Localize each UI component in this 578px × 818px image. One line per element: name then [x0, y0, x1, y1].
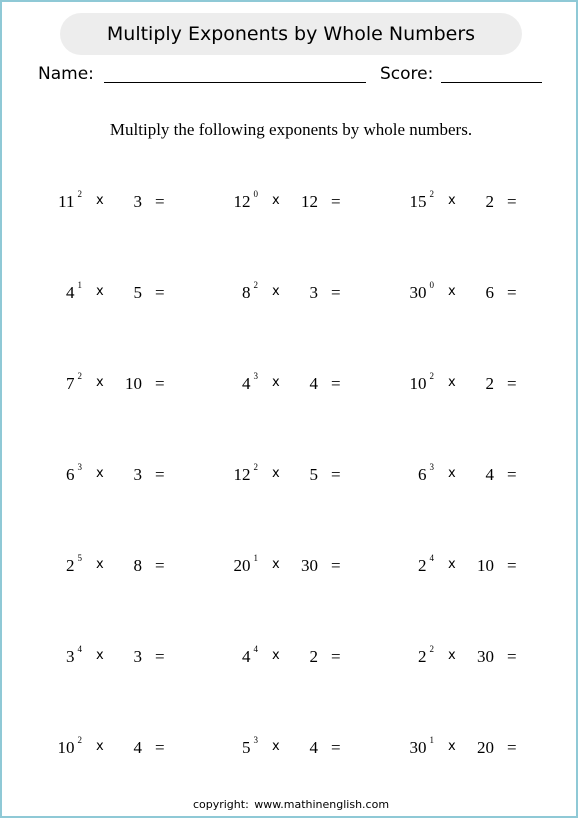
problem-item — [222, 368, 392, 398]
problem-base — [46, 280, 82, 303]
exponent-value: 3 — [253, 371, 258, 382]
multiplier-value: 4 — [309, 738, 318, 757]
problem-base — [398, 189, 434, 212]
multiplier-value: 30 — [477, 647, 494, 666]
times-symbol: x — [272, 739, 280, 754]
problem-base — [46, 462, 82, 485]
equals-symbol: = — [331, 556, 341, 575]
exponent-value: 0 — [429, 280, 434, 291]
problem-base — [222, 280, 258, 303]
problem-item — [398, 186, 568, 216]
base-value: 2 — [66, 556, 75, 575]
equals-symbol: = — [155, 374, 165, 393]
multiplier-value: 5 — [309, 465, 318, 484]
exponent-value: 2 — [253, 280, 258, 291]
score-label: Score: — [380, 64, 434, 84]
equals-symbol: = — [331, 192, 341, 211]
exponent-value: 2 — [77, 189, 82, 200]
problem-base — [222, 735, 258, 758]
exponent-value: 4 — [429, 553, 434, 564]
equals-symbol: = — [155, 738, 165, 757]
problem-base — [222, 644, 258, 667]
equals-symbol: = — [507, 738, 517, 757]
multiplier-value: 2 — [485, 192, 494, 211]
base-value: 3 — [66, 647, 75, 666]
problem-item — [46, 641, 216, 671]
problem-base — [46, 644, 82, 667]
problem-base — [46, 371, 82, 394]
problem-item — [46, 186, 216, 216]
base-value: 4 — [242, 374, 251, 393]
multiplier-value: 12 — [301, 192, 318, 211]
multiplier-value: 20 — [477, 738, 494, 757]
exponent-value: 4 — [77, 644, 82, 655]
base-value: 8 — [242, 283, 251, 302]
base-value: 6 — [418, 465, 427, 484]
base-value: 30 — [409, 283, 427, 302]
times-symbol: x — [96, 284, 104, 299]
problem-grid — [2, 2, 578, 818]
times-symbol: x — [448, 193, 456, 208]
multiplier-value: 5 — [133, 283, 142, 302]
exponent-value: 2 — [77, 735, 82, 746]
times-symbol: x — [448, 739, 456, 754]
base-value: 20 — [233, 556, 251, 575]
problem-base — [46, 189, 82, 212]
multiplier-value: 4 — [133, 738, 142, 757]
times-symbol: x — [448, 466, 456, 481]
times-symbol: x — [96, 466, 104, 481]
exponent-value: 2 — [429, 189, 434, 200]
problem-base — [398, 280, 434, 303]
exponent-value: 3 — [253, 735, 258, 746]
equals-symbol: = — [507, 283, 517, 302]
times-symbol: x — [272, 375, 280, 390]
multiplier-value: 10 — [477, 556, 494, 575]
exponent-value: 2 — [253, 462, 258, 473]
exponent-value: 1 — [253, 553, 258, 564]
times-symbol: x — [96, 193, 104, 208]
problem-base — [398, 553, 434, 576]
base-value: 6 — [66, 465, 75, 484]
problem-item — [222, 732, 392, 762]
base-value: 15 — [409, 192, 427, 211]
multiplier-value: 8 — [133, 556, 142, 575]
base-value: 10 — [409, 374, 427, 393]
problem-item — [222, 641, 392, 671]
base-value: 10 — [57, 738, 75, 757]
equals-symbol: = — [331, 374, 341, 393]
problem-item — [222, 459, 392, 489]
equals-symbol: = — [331, 465, 341, 484]
equals-symbol: = — [331, 647, 341, 666]
problem-item — [398, 368, 568, 398]
problem-item — [46, 550, 216, 580]
exponent-value: 2 — [429, 644, 434, 655]
problem-base — [46, 735, 82, 758]
times-symbol: x — [448, 648, 456, 663]
equals-symbol: = — [155, 283, 165, 302]
base-value: 12 — [233, 192, 251, 211]
exponent-value: 1 — [77, 280, 82, 291]
times-symbol: x — [272, 466, 280, 481]
exponent-value: 5 — [77, 553, 82, 564]
problem-item — [398, 641, 568, 671]
problem-base — [398, 735, 434, 758]
problem-item — [398, 732, 568, 762]
equals-symbol: = — [507, 556, 517, 575]
times-symbol: x — [96, 557, 104, 572]
multiplier-value: 3 — [309, 283, 318, 302]
base-value: 12 — [233, 465, 251, 484]
problem-item — [398, 459, 568, 489]
problem-item — [46, 459, 216, 489]
problem-item — [222, 277, 392, 307]
problem-base — [398, 371, 434, 394]
problem-item — [222, 186, 392, 216]
times-symbol: x — [96, 739, 104, 754]
multiplier-value: 3 — [133, 647, 142, 666]
base-value: 5 — [242, 738, 251, 757]
base-value: 4 — [242, 647, 251, 666]
footer-copyright: copyright: www.mathinenglish.com — [192, 798, 390, 811]
base-value: 2 — [418, 556, 427, 575]
problem-item — [46, 368, 216, 398]
base-value: 11 — [58, 192, 75, 211]
equals-symbol: = — [507, 465, 517, 484]
problem-base — [222, 189, 258, 212]
times-symbol: x — [448, 375, 456, 390]
exponent-value: 3 — [77, 462, 82, 473]
multiplier-value: 2 — [485, 374, 494, 393]
times-symbol: x — [272, 193, 280, 208]
exponent-value: 2 — [429, 371, 434, 382]
problem-base — [398, 462, 434, 485]
multiplier-value: 4 — [309, 374, 318, 393]
multiplier-value: 3 — [133, 465, 142, 484]
problem-item — [398, 550, 568, 580]
name-label: Name: — [38, 64, 94, 84]
problem-item — [398, 277, 568, 307]
problem-base — [398, 644, 434, 667]
base-value: 30 — [409, 738, 427, 757]
equals-symbol: = — [155, 556, 165, 575]
base-value: 4 — [66, 283, 75, 302]
equals-symbol: = — [507, 192, 517, 211]
multiplier-value: 6 — [485, 283, 494, 302]
exponent-value: 1 — [429, 735, 434, 746]
times-symbol: x — [272, 557, 280, 572]
problem-base — [222, 553, 258, 576]
multiplier-value: 30 — [301, 556, 318, 575]
multiplier-value: 4 — [485, 465, 494, 484]
times-symbol: x — [96, 648, 104, 663]
problem-item — [46, 732, 216, 762]
times-symbol: x — [272, 648, 280, 663]
times-symbol: x — [96, 375, 104, 390]
equals-symbol: = — [507, 647, 517, 666]
equals-symbol: = — [507, 374, 517, 393]
equals-symbol: = — [155, 192, 165, 211]
times-symbol: x — [272, 284, 280, 299]
exponent-value: 2 — [77, 371, 82, 382]
exponent-value: 3 — [429, 462, 434, 473]
problem-base — [222, 371, 258, 394]
base-value: 2 — [418, 647, 427, 666]
multiplier-value: 2 — [309, 647, 318, 666]
problem-item — [222, 550, 392, 580]
page-title: Multiply Exponents by Whole Numbers — [106, 23, 476, 45]
problem-base — [222, 462, 258, 485]
exponent-value: 0 — [253, 189, 258, 200]
instructions: Multiply the following exponents by whole numbers. — [109, 120, 473, 139]
multiplier-value: 3 — [133, 192, 142, 211]
problem-item — [46, 277, 216, 307]
times-symbol: x — [448, 557, 456, 572]
problem-base — [46, 553, 82, 576]
base-value: 7 — [66, 374, 75, 393]
equals-symbol: = — [155, 465, 165, 484]
equals-symbol: = — [155, 647, 165, 666]
equals-symbol: = — [331, 738, 341, 757]
multiplier-value: 10 — [125, 374, 142, 393]
times-symbol: x — [448, 284, 456, 299]
equals-symbol: = — [331, 283, 341, 302]
exponent-value: 4 — [253, 644, 258, 655]
